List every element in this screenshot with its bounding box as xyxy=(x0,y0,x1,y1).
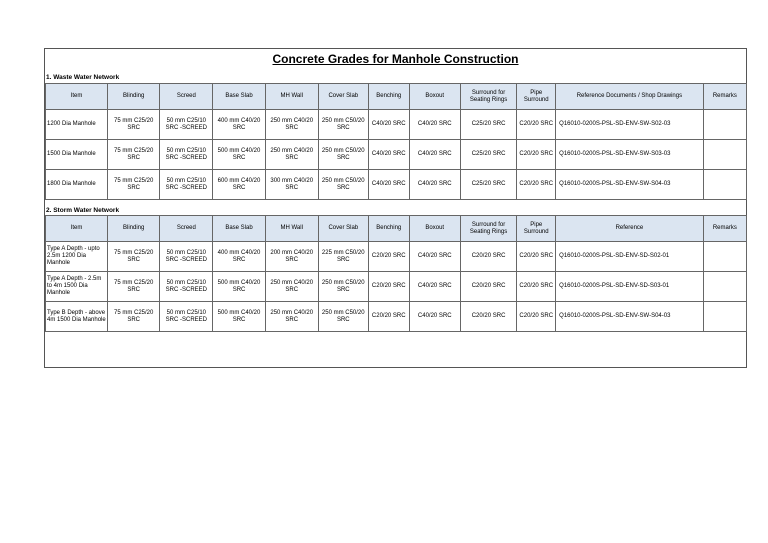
cell-cover-slab: 225 mm C50/20 SRC xyxy=(318,242,368,272)
cell-pipe-surround: C20/20 SRC xyxy=(517,140,556,170)
cell-base-slab: 500 mm C40/20 SRC xyxy=(213,302,265,332)
cell-seating-ring-surround: C20/20 SRC xyxy=(460,272,517,302)
cell-reference: Q16010-0200S-PSL-SD-ENV-SD-S02-01 xyxy=(556,242,704,272)
waste-water-table xyxy=(45,83,747,200)
cell-boxout: C40/20 SRC xyxy=(409,170,460,200)
cell-remarks xyxy=(703,272,746,302)
cell-mh-wall: 200 mm C40/20 SRC xyxy=(265,242,318,272)
table-row xyxy=(46,170,747,200)
cell-remarks xyxy=(703,302,746,332)
cell-blinding: 75 mm C25/20 SRC xyxy=(108,110,160,140)
cell-base-slab: 500 mm C40/20 SRC xyxy=(213,140,265,170)
cell-item: 1800 Dia Manhole xyxy=(46,170,108,200)
column-header-boxout: Boxout xyxy=(409,216,460,242)
cell-screed: 50 mm C25/10 SRC -SCREED xyxy=(160,242,213,272)
cell-benching: C20/20 SRC xyxy=(368,272,409,302)
cell-mh-wall: 300 mm C40/20 SRC xyxy=(265,170,318,200)
section-label-waste-water: 1. Waste Water Network xyxy=(46,74,120,81)
cell-blinding: 75 mm C25/20 SRC xyxy=(108,302,160,332)
storm-water-table xyxy=(45,215,747,332)
column-header-reference: Reference Documents / Shop Drawings xyxy=(556,84,704,110)
cell-reference: Q16010-0200S-PSL-SD-ENV-SW-S03-03 xyxy=(556,140,704,170)
cell-item: Type A Depth - upto 2.5m 1200 Dia Manhole xyxy=(46,242,108,272)
cell-pipe-surround: C20/20 SRC xyxy=(517,110,556,140)
cell-screed: 50 mm C25/10 SRC -SCREED xyxy=(160,140,213,170)
cell-mh-wall: 250 mm C40/20 SRC xyxy=(265,110,318,140)
cell-item: 1500 Dia Manhole xyxy=(46,140,108,170)
cell-boxout: C40/20 SRC xyxy=(409,242,460,272)
cell-base-slab: 600 mm C40/20 SRC xyxy=(213,170,265,200)
cell-seating-ring-surround: C25/20 SRC xyxy=(460,140,517,170)
section-label-storm-water: 2. Storm Water Network xyxy=(46,207,120,214)
cell-benching: C40/20 SRC xyxy=(368,110,409,140)
cell-item: Type B Depth - above 4m 1500 Dia Manhole xyxy=(46,302,108,332)
column-header-seating-ring-surround: Surround for Seating Rings xyxy=(460,216,517,242)
column-header-base-slab: Base Slab xyxy=(213,216,265,242)
cell-boxout: C40/20 SRC xyxy=(409,302,460,332)
cell-screed: 50 mm C25/10 SRC -SCREED xyxy=(160,110,213,140)
column-header-boxout: Boxout xyxy=(409,84,460,110)
cell-reference: Q16010-0200S-PSL-SD-ENV-SW-S02-03 xyxy=(556,110,704,140)
column-header-remarks: Remarks xyxy=(703,216,746,242)
cell-seating-ring-surround: C20/20 SRC xyxy=(460,242,517,272)
cell-cover-slab: 250 mm C50/20 SRC xyxy=(318,110,368,140)
cell-base-slab: 400 mm C40/20 SRC xyxy=(213,110,265,140)
cell-screed: 50 mm C25/10 SRC -SCREED xyxy=(160,272,213,302)
table-row xyxy=(46,242,747,272)
spreadsheet-sheet xyxy=(44,48,747,368)
cell-pipe-surround: C20/20 SRC xyxy=(517,242,556,272)
table-header-row xyxy=(46,84,747,110)
cell-base-slab: 400 mm C40/20 SRC xyxy=(213,242,265,272)
cell-reference: Q16010-0200S-PSL-SD-ENV-SD-S03-01 xyxy=(556,272,704,302)
column-header-mh-wall: MH Wall xyxy=(265,84,318,110)
column-header-cover-slab: Cover Slab xyxy=(318,216,368,242)
cell-cover-slab: 250 mm C50/20 SRC xyxy=(318,302,368,332)
table-row xyxy=(46,272,747,302)
cell-seating-ring-surround: C25/20 SRC xyxy=(460,170,517,200)
cell-boxout: C40/20 SRC xyxy=(409,110,460,140)
cell-seating-ring-surround: C25/20 SRC xyxy=(460,110,517,140)
cell-screed: 50 mm C25/10 SRC -SCREED xyxy=(160,170,213,200)
cell-boxout: C40/20 SRC xyxy=(409,272,460,302)
column-header-base-slab: Base Slab xyxy=(213,84,265,110)
column-header-item: Item xyxy=(46,84,108,110)
cell-remarks xyxy=(703,140,746,170)
cell-seating-ring-surround: C20/20 SRC xyxy=(460,302,517,332)
cell-item: 1200 Dia Manhole xyxy=(46,110,108,140)
cell-reference: Q16010-0200S-PSL-SD-ENV-SW-S04-03 xyxy=(556,302,704,332)
column-header-pipe-surround: Pipe Surround xyxy=(517,84,556,110)
cell-remarks xyxy=(703,110,746,140)
column-header-blinding: Blinding xyxy=(108,84,160,110)
column-header-seating-ring-surround: Surround for Seating Rings xyxy=(460,84,517,110)
cell-screed: 50 mm C25/10 SRC -SCREED xyxy=(160,302,213,332)
column-header-screed: Screed xyxy=(160,216,213,242)
cell-base-slab: 500 mm C40/20 SRC xyxy=(213,272,265,302)
cell-pipe-surround: C20/20 SRC xyxy=(517,170,556,200)
table-row xyxy=(46,302,747,332)
cell-cover-slab: 250 mm C50/20 SRC xyxy=(318,140,368,170)
cell-item: Type A Depth - 2.5m to 4m 1500 Dia Manhole xyxy=(46,272,108,302)
column-header-pipe-surround: Pipe Surround xyxy=(517,216,556,242)
cell-blinding: 75 mm C25/20 SRC xyxy=(108,242,160,272)
column-header-mh-wall: MH Wall xyxy=(265,216,318,242)
cell-benching: C40/20 SRC xyxy=(368,170,409,200)
cell-remarks xyxy=(703,242,746,272)
cell-reference: Q16010-0200S-PSL-SD-ENV-SW-S04-03 xyxy=(556,170,704,200)
cell-pipe-surround: C20/20 SRC xyxy=(517,272,556,302)
cell-mh-wall: 250 mm C40/20 SRC xyxy=(265,272,318,302)
cell-boxout: C40/20 SRC xyxy=(409,140,460,170)
column-header-blinding: Blinding xyxy=(108,216,160,242)
cell-cover-slab: 250 mm C50/20 SRC xyxy=(318,272,368,302)
cell-benching: C20/20 SRC xyxy=(368,302,409,332)
cell-blinding: 75 mm C25/20 SRC xyxy=(108,170,160,200)
table-header-row xyxy=(46,216,747,242)
cell-benching: C20/20 SRC xyxy=(368,242,409,272)
table-row xyxy=(46,110,747,140)
cell-blinding: 75 mm C25/20 SRC xyxy=(108,140,160,170)
column-header-cover-slab: Cover Slab xyxy=(318,84,368,110)
column-header-reference: Reference xyxy=(556,216,704,242)
cell-blinding: 75 mm C25/20 SRC xyxy=(108,272,160,302)
cell-cover-slab: 250 mm C50/20 SRC xyxy=(318,170,368,200)
column-header-benching: Benching xyxy=(368,84,409,110)
cell-mh-wall: 250 mm C40/20 SRC xyxy=(265,140,318,170)
column-header-remarks: Remarks xyxy=(703,84,746,110)
column-header-item: Item xyxy=(46,216,108,242)
table-row xyxy=(46,140,747,170)
cell-benching: C40/20 SRC xyxy=(368,140,409,170)
cell-mh-wall: 250 mm C40/20 SRC xyxy=(265,302,318,332)
column-header-screed: Screed xyxy=(160,84,213,110)
cell-remarks xyxy=(703,170,746,200)
cell-pipe-surround: C20/20 SRC xyxy=(517,302,556,332)
column-header-benching: Benching xyxy=(368,216,409,242)
page-title: Concrete Grades for Manhole Construction xyxy=(272,52,519,66)
